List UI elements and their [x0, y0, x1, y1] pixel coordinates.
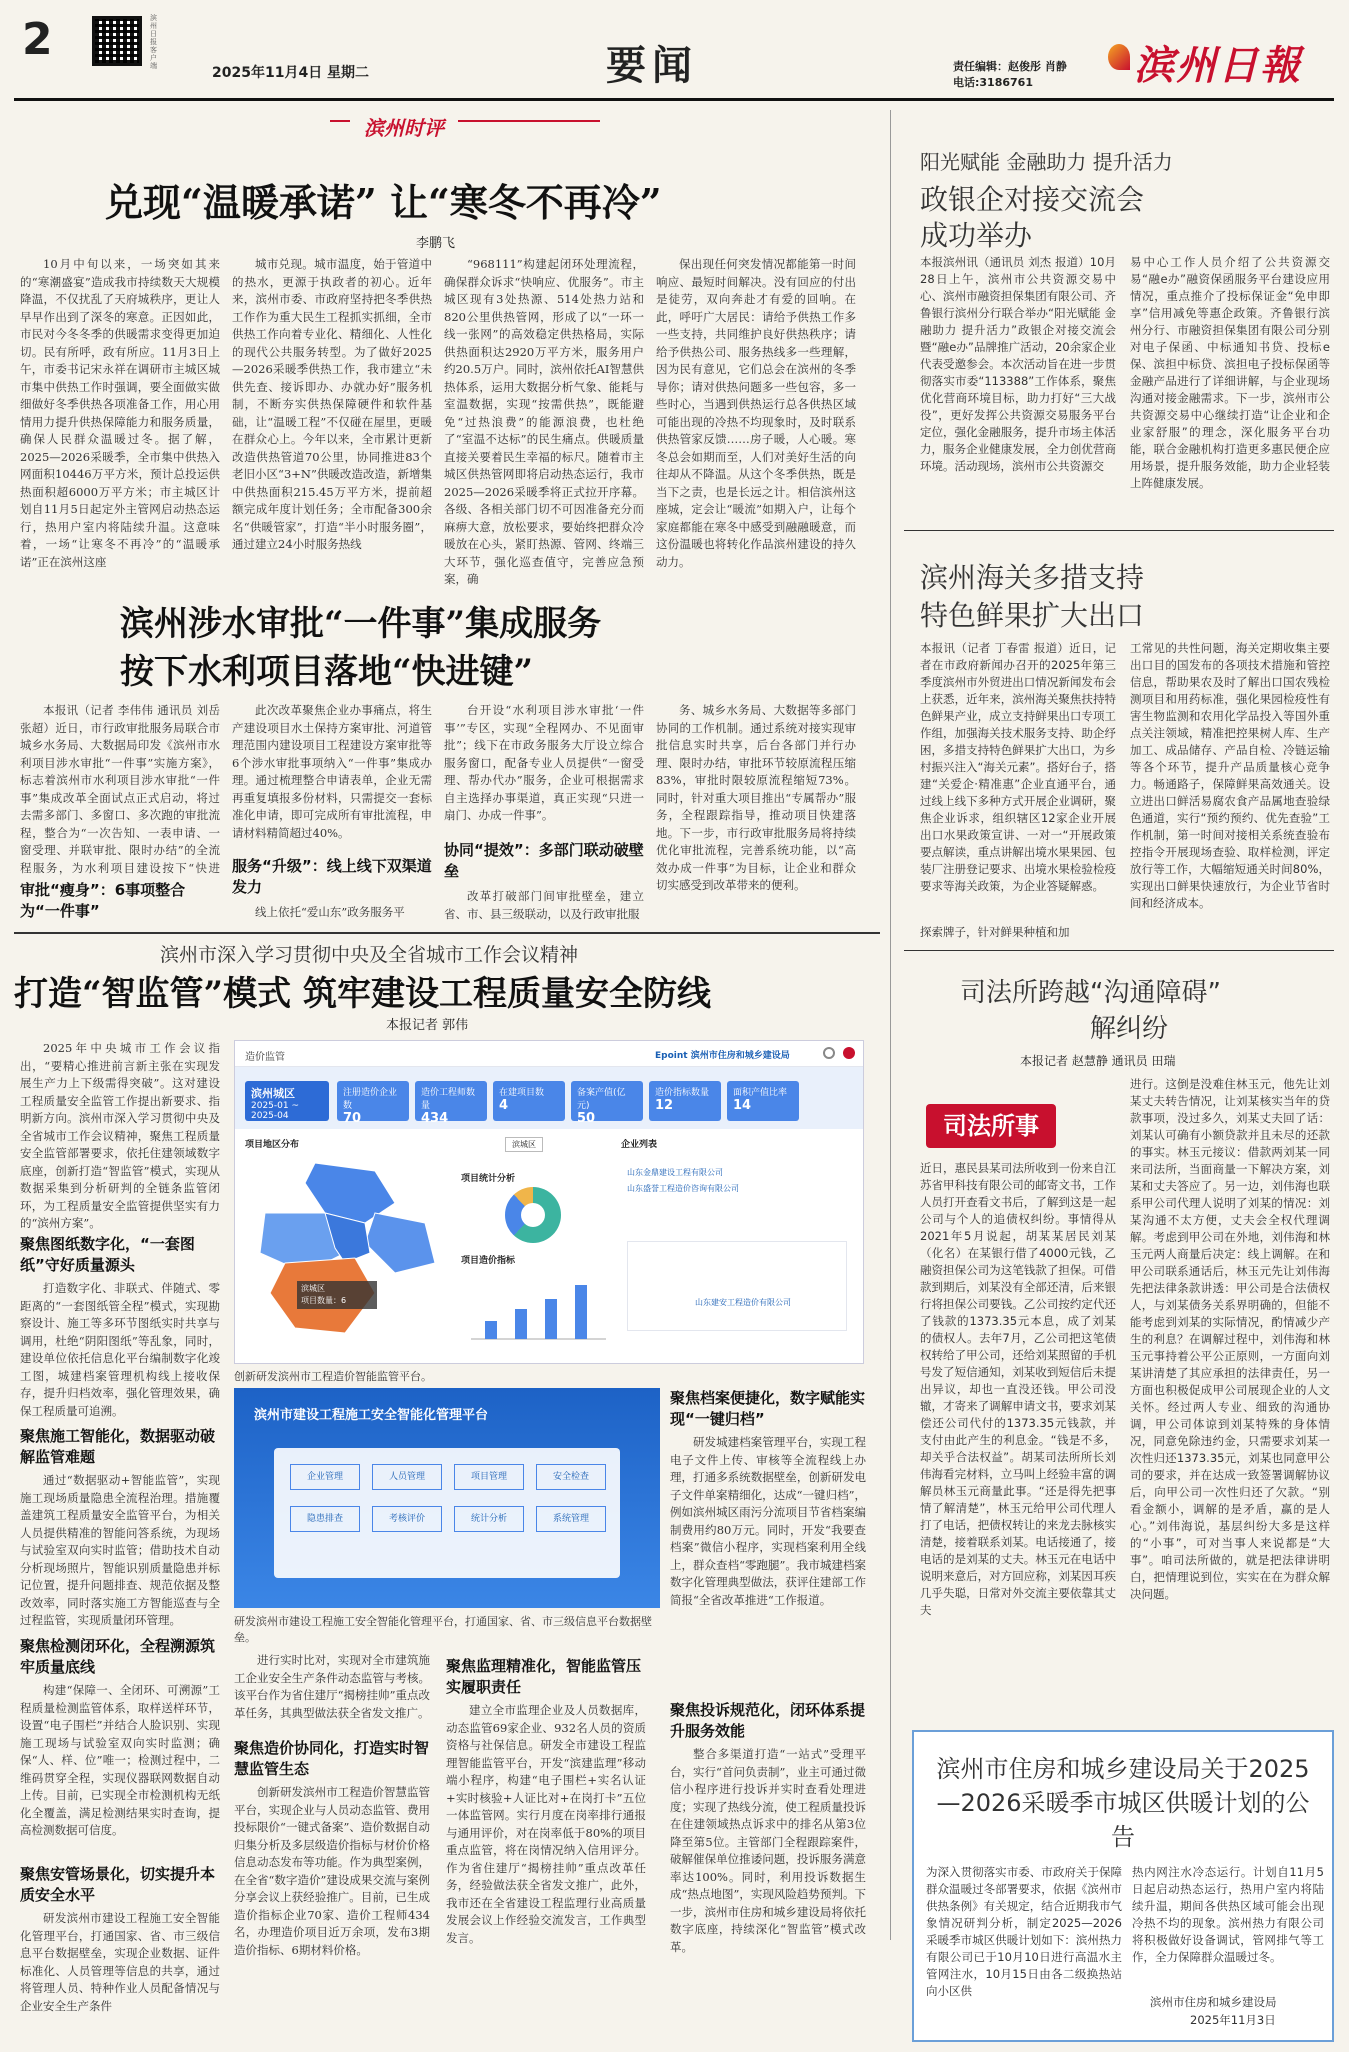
stat-label: 滨州城区: [251, 1087, 295, 1100]
settings-icon[interactable]: [823, 1047, 835, 1059]
judicial-col2: 进行。这倒是没难住林玉元，他先让刘某丈夫转告情况，让刘某核实当年的贷款事项，没过多久，刘某丈夫回了话：刘某认可确有小额贷款并且未尽的还款的事实。林玉元接议：借款两刘某一同来司法所，当面商量一下解决方案，刘某和丈夫答应了。另一边，刘伟海也联系甲公司代理人说明了刘某的情况：刘某沟通不太方便，丈夫会全权代理调解。考虑到甲公司在外地，刘伟海和林玉元两人商量后决定：线上调解。在和甲公司联系通话后，林玉元先让刘伟海先把法律条款讲透：甲公司是合法债权人，与刘某债务关系界明确的，但能不能考虑到刘某的实际情况，酌情减少产生的利息？在调解过程中，刘伟海和林玉元事持着公平公正原则，一方面向刘某讲清楚了其应承担的法律责任，另一方面也积极促成甲公司展现企业的人文关怀。经过两人专业、细致的沟通协调，甲公司体谅到刘某特殊的身体情况，同意免除违约金，只需要求刘某一次性归还1373.35元，刘某也同意甲公司的要求，并在达成一致签署调解协议后，向甲公司一次性归还了欠款。“别看金额小，调解的是矛盾，赢的是人心。”刘伟海说，基层纠纷大多是这样的“小事”，可对当事人来说都是“大事”。咱司法所做的，就是把法律讲明白，把情理说到位，实实在在为群众解决问题。: [1130, 1077, 1330, 1601]
water-title-1: 滨州涉水审批“一件事”集成服务: [120, 604, 602, 644]
stat-value: 4: [499, 1098, 509, 1113]
bar-panel-title: 项目造价指标: [461, 1256, 516, 1266]
menu-tile[interactable]: 人员管理: [372, 1464, 442, 1490]
bank-title-1: 政银企对接交流会: [920, 183, 1145, 216]
water-sub2: 服务“升级”：线上线下双渠道发力: [232, 857, 432, 896]
user-avatar-icon[interactable]: [843, 1047, 855, 1059]
section-title: 要闻: [606, 42, 698, 89]
commentary-col3: “968111”构建起闭环处理流程，确保群众诉求“快响应、优服务”。市主城区现有3处热源、514处热力站和820公里供热管网，形成了以“一环一线一张网”的高效稳定供热格局，实际供热面积达2920万平方米，服务用户约20.5万户。同时，滨州依托AI智慧供热体系，运用大数据分析气象、能耗与室温数据，实现“按需供热”，既能避免“过热浪费”的能源浪费，也杜绝了“室温不达标”的民生痛点。供暖质量直接关要着民生幸福的标尺。随着市主城区供热管网即将启动热态运行，我市2025—2026采暖季将正式拉开序幕。各级、各相关部门切不可因准备充分而麻痹大意，放松要求，要始终把群众冷暖放在心头，紧盯热源、管网、终端三大环节，强化巡查值守，完善应急预案，确: [444, 257, 644, 586]
notice-signer: 滨州市住房和城乡建设局: [1150, 1995, 1277, 2009]
district-map: [245, 1153, 445, 1349]
customs-title-2: 特色鲜果扩大出口: [920, 599, 1145, 632]
smart-intro: 2025年中央城市工作会议指出，“要精心推进前言新主张在实现发展生产力上下级需得突破”。这对建设工程质量安全监管工作提出新要求、指明新方向。滨州市深入学习贯彻中央及全省城市工作会议精神，聚焦工程质量安全监管部署要求，依托住建领域数字底座，创新打造“智监管”模式，实现从数据采集到分析研判的全链条监管闭环，为工程质量安全监管提供坚实有力的“滨州方案”。: [20, 1041, 220, 1230]
bank-rule: [904, 530, 1334, 531]
water-col3: 台开设“水利项目涉水审批‘一件事’”专区，实现“全程网办、不见面审批”；线下在市政务服务大厅设立综合服务窗口，配备专业人员提供“一窗受理、帮办代办”服务，企业可根据需求自主选择办事渠道，真正实现“只进一扇门、办成一件事”。: [444, 703, 644, 822]
stat-card-region[interactable]: [245, 1081, 329, 1121]
smart-s7-heading: 聚焦档案便捷化，数字赋能实现“一键归档”: [670, 1389, 866, 1428]
safety-platform-screenshot: [234, 1388, 660, 1608]
smart-s8-text: 整合多渠道打造“一站式”受理平台，实行“首问负责制”，业主可通过微信小程序进行投诉并实时查看处理进度；实现了热线分流，使工程质量投诉在住建领域热点诉求中的排名从第3位降至第5位。主管部门全程跟踪案件，破解催保单位推诿问题，投诉服务满意率达100%。同时，利用投诉数据生成“热点地图”，实现风险趋势预判。下一步，滨州市住房和城乡建设局将依托数字底座，持续深化“智监管”模式改革。: [670, 1747, 866, 1954]
stat-value: 70: [343, 1111, 362, 1126]
commentary-col4: 保出现任何突发情况都能第一时间响应、最短时间解决。没有回应的付出是徒劳，双向奔赴才有爱的回响。在此，呼吁广大居民：请给予供热工作多一些支持，共同维护良好供热秩序；请给予供热公司、服务热线多一些理解，因为民有意见，它们总会在滨州的冬季导你；请对供热问题多一些包容，多一些时心，当遇到供热运行总各供热区域可能出现的冷热不均现象时，及时联系供热管家反馈……房子暖，人心暖。寒冬总会如期而至，人们对美好生活的向往却从不降温。从这个冬季供热，既是当下之责，也是长远之计。相信滨州这座城，定会让“暖流”如期入户，让每个家庭都能在寒冬中感受到融融暖意，而这份温暖也将转化作品滨州建设的持久动力。: [656, 257, 856, 569]
stat-card-output: [571, 1081, 643, 1126]
stat-card-engineers: [415, 1081, 487, 1126]
bank-kicker: 阳光赋能 金融助力 提升活力: [920, 150, 1173, 174]
stat-label: 备案产值(亿元): [577, 1088, 626, 1111]
menu-tile[interactable]: 系统管理: [536, 1506, 606, 1532]
smart-kicker: 滨州市深入学习贯彻中央及全省城市工作会议精神: [160, 944, 579, 966]
pie-hole: [521, 1203, 545, 1227]
editor-credit: 责任编辑：赵俊彤 肖静: [953, 60, 1067, 73]
smart-s6-heading: 聚焦监理精准化，智能监管压实履职责任: [446, 1657, 642, 1696]
issue-date: 2025年11月4日 星期二: [212, 65, 370, 81]
menu-tile[interactable]: 项目管理: [454, 1464, 524, 1490]
customs-col1: 本报讯（记者 丁春雷 报道）近日，记者在市政府新闻办召开的2025年第三季度滨州市外贸进出口情况新闻发布会上获悉，近年来，滨州海关聚焦扶持特色鲜果产业，成立支持鲜果出口专项工作组，加强海关技术服务支持、助企纾困，多措支持特色鲜果扩大出口，为乡村振兴注入“海关元素”。搭好台子，搭建“关爱企·精准惠”企业直通平台，通过线上线下多种方式开展企业调研，聚焦企业诉求，组织辖区12家企业开展出口水果政策宣讲、一对一“开展政策要点解读，重点讲解出境水果果园、包装厂注册登记要求、出境水果检验检疫要求等海关政策，为企业答疑解惑。: [920, 641, 1116, 893]
bank-title-2: 成功举办: [920, 219, 1033, 252]
smart-s1-text: 打造数字化、非联式、伴随式、零距离的“一套图纸管全程”模式，实现勘察设计、施工等多环节图纸实时共享与调用，杜绝“阴阳图纸”等乱象，同时，建设单位依托信息化平台编制数字化竣工图，城建档案管理机构线上接收保存，提升归档效率，强化管理效果，确保工程质量可追溯。: [20, 1281, 220, 1418]
stat-value: 50: [577, 1111, 596, 1126]
bar: [515, 1309, 527, 1339]
menu-tile[interactable]: 考核评价: [372, 1506, 442, 1532]
smart-last-text: [670, 2038, 866, 2039]
caption-safety-platform: 研发滨州市建设工程施工安全智能化管理平台，打通国家、省、市三级信息平台数据壁垒。: [234, 1615, 652, 1644]
notice-col2: 热内网注水冷态运行。计划自11月5日起启动热态运行，热用户室内将陆续升温，期间各供热区域可能会出现冷热不均的现象。滨州热力有限公司将积极做好设备调试，管网排气等工作，全力保障群众温暖过冬。: [1132, 1865, 1324, 1964]
water-col3b: 改革打破部门间审批壁垒，建立省、市、县三级联动，以及行政审批服: [444, 889, 644, 921]
smart-s3-text: 构建“保障一、全闭环、可溯源”工程质量检测监管体系，取样送样环节，设置“电子围栏”并结合人脸识别、实现施工现场与试验室双向实时监测；确保“人、样、位”唯一；检测过程中，二维码贯穿全程，实现仪器联网数据自动上传。目前，已实现全市检测机构无纸化全覆盖，满足检测结果实时查询，提高检测数据可信度。: [20, 1683, 220, 1837]
smart-s7-text: 研发城建档案管理平台，实现工程电子文件上传、审核等全流程线上办理，打通多系统数据壁垒，创新研发电子文件单案精细化，达成“一键归档”，例如滨州城区雨污分流项目节省档案编制费用约80万元。同时，开发“我要查档案”微信小程序，实现档案利用全线上，群众查档“零跑腿”。我市城建档案数字化管理典型做法，获评住建部工作简报“全省改革推进“工作报道。: [670, 1435, 866, 1607]
stat-label: 在建项目数: [499, 1088, 545, 1098]
smart-s8-heading: 聚焦投诉规范化，闭环体系提升服务效能: [670, 1701, 866, 1740]
editor-phone: 电话:3186761: [953, 76, 1033, 89]
pie-panel-title: 项目统计分析: [461, 1174, 516, 1184]
map-panel-title: 项目地区分布: [245, 1140, 300, 1150]
header-rule: [14, 98, 1334, 101]
cost-platform-screenshot: [234, 1040, 864, 1364]
stat-value: 14: [733, 1098, 752, 1113]
stat-label: 面积产值比率: [733, 1088, 788, 1098]
stat-label: 造价工程师数量: [421, 1088, 476, 1111]
district-dropdown[interactable]: 滨城区: [505, 1137, 543, 1152]
notice-col1: 为深入贯彻落实市委、市政府关于保障群众温暖过冬部署要求，依据《滨州市供热条例》有关规定，结合近期我市气象情况研判分析，制定2025—2026采暖季市城区供暖计划如下：滨州热力有限公司已于10月10日进行高温水主管网注水，10月15日由各二级换热站向小区供: [926, 1865, 1122, 1998]
smart-s4-text: 研发滨州市建设工程施工安全智能化管理平台，打通国家、省、市三级信息平台数据壁垒，实现企业数据、证件标准化、人员管理等信息的共享，通过将管理人员、特种作业人员配备情况与企业安全生产条件: [20, 1911, 220, 2013]
judicial-title-2: 解纠纷: [1090, 1014, 1169, 1044]
page-number: 2: [22, 14, 53, 65]
judicial-title-1: 司法所跨越“沟通障碍”: [960, 978, 1221, 1008]
smart-s2-text: 通过“数据驱动+智能监管”，实现施工现场质量隐患全流程治理。措施覆盖建筑工程质量安全监管平台，为相关人员提供精准的智能问答系统，为现场与试验室双向实时监管；借助技术自动分析现场照片，智能识别质量隐患并标记位置，提升问题排查、规范依据及整改效率，同时落实施工方智能巡查与全过程监管，实现质量闭环管理。: [20, 1473, 220, 1627]
qr-caption: 滨州日报客户端: [150, 14, 157, 70]
stat-value: 2025-01 ~ 2025-04: [251, 1101, 300, 1121]
smart-s6-text: 建立全市监理企业及人员数据库，动态监管69家企业、932名人员的资质资格与社保信息。研发全市建设工程监理智能监管平台，开发“滨建监理”移动端小程序，构建“电子围栏+实名认证+实时核验+人证比对+在岗打卡”五位一体监管网。实行月度在岗率排行通报与通用评价，对在岗率低于80%的项目重点监管，将在岗情况纳入信用评分。作为省住建厅“揭榜挂帅”重点改革任务，经验做法获全省发文推广，此外，我市还在全省建设工程监理行业高质量发展会议上作经验交流发言，工作典型发言。: [446, 1703, 646, 1945]
customs-col2: 工常见的共性问题，海关定期收集主要出口目的国发布的各项技术措施和管控信息，帮助果农及时了解出口国农残检测项目和用药标准，强化果园检疫性有害生物监测和农用化学品投入等国外重点关注领域，精准把控果树人库、生产加工、成品储存、产品自检、冷链运输等各个环节，提升产品质量核心竞争力。畅通路子，保障鲜果高效通关。设立进出口鲜活易腐农食产品属地查验绿色通道，实行“预约预约、优先查验”工作机制，第一时间对接相关系统查验布控指令开展现场查验、取样检测，评定放行等工作，大幅缩短通关时间80%，实现出口鲜果快速放行，为企业节省时间和经济成本。: [1130, 641, 1330, 910]
smart-s4-heading: 聚焦安管场景化，切实提升本质安全水平: [20, 1865, 216, 1904]
water-title-2: 按下水利项目落地“快进键”: [120, 652, 534, 692]
customs-title-1: 滨州海关多措支持: [920, 561, 1145, 594]
judicial-byline: 本报记者 赵慧静 通讯员 田瑞: [1020, 1054, 1176, 1068]
menu-tile[interactable]: 隐患排查: [290, 1506, 360, 1532]
bar: [485, 1321, 497, 1339]
judicial-badge: 司法所事: [926, 1104, 1056, 1148]
water-col2b: 线上依托“爱山东”政务服务平: [255, 905, 405, 919]
notice-title: 滨州市住房和城乡建设局关于2025—2026采暖季市城区供暖计划的公告: [936, 1755, 1310, 1851]
commentary-title: 兑现“温暖承诺” 让“寒冬不再冷”: [105, 180, 662, 225]
company-item[interactable]: 山东金鼎建设工程有限公司: [627, 1168, 723, 1177]
paper-masthead: 滨州日報: [1134, 42, 1302, 89]
smart-s5-heading: 聚焦造价协同化，打造实时智慧监管生态: [234, 1739, 430, 1778]
safety-platform-title: 滨州市建设工程施工安全智能化管理平台: [254, 1408, 489, 1423]
map-region-east: [365, 1213, 435, 1273]
cost-app-name: 造价监管: [245, 1052, 285, 1063]
water-col2: 此次改革聚焦企业办事痛点，将生产建设项目水土保持方案审批、河道管理范围内建设项目工程建设方案审批等6个涉水审批事项纳入“一件事”集成办理。通过梳理整合申请表单，企业无需再重复填报多份材料，只需提交一套标准化申请，即可完成所有审批流程，申请材料精简超过40%。: [232, 703, 432, 840]
company-item[interactable]: 山东盛誉工程造价咨询有限公司: [627, 1184, 739, 1193]
menu-tile[interactable]: 安全检查: [536, 1464, 606, 1490]
bar: [575, 1285, 587, 1339]
company-item[interactable]: 山东建安工程造价有限公司: [695, 1298, 791, 1307]
customs-rule: [904, 950, 1334, 951]
stat-card-ratio: [727, 1081, 799, 1121]
bar-chart: [461, 1269, 611, 1349]
bank-col1: 本报滨州讯（通讯员 刘杰 报道）10月28日上午，滨州市公共资源交易中心、滨州市融资担保集团有限公司、齐鲁银行滨州分行联合举办“阳光赋能 金融助力 提升活力”政银企对接交流会暨“融e办”品牌推广活动，20余家企业代表受邀参会。本次活动旨在进一步贯彻落实市委“113388”工作体系，聚焦优化营商环境目标，助力打好“三大战役”，更好发挥公共资源交易服务平台定位，强化金融服务，提升市场主体活力，服务企业健康发展，全力创优营商环境。活动现场，滨州市公共资源交: [920, 255, 1116, 473]
paper-logo-icon: [1108, 44, 1130, 70]
water-sub1: 审批“瘦身”：6事项整合为“一件事”: [20, 881, 186, 920]
water-col1: 本报讯（记者 李伟伟 通讯员 刘岳 张超）近日，市行政审批服务局联合市城乡水务局、大数据局印发《滨州市水利项目涉水审批“一件事”实施方案》，标志着滨州市水利项目涉水审批“一件事”集成改革全面试点正式启动，将过去需多部门、多窗口、多次跑的审批流程，整合为“一次告知、一表申请、一窗受理、并联审批、限时办结”的全流程服务，为水利项目建设按下“快进: [20, 703, 220, 875]
stat-label: 注册造价企业数: [343, 1088, 398, 1111]
stat-value: 434: [421, 1111, 449, 1126]
notice-date: 2025年11月3日: [1190, 2013, 1276, 2027]
column-badge: 滨州时评: [350, 110, 458, 143]
cost-brand: Epoint 滨州市住房和城乡建设局: [655, 1051, 790, 1061]
water-sub3: 协同“提效”：多部门联动破壁垒: [444, 841, 644, 880]
caption-cost-platform: 创新研发滨州市工程造价智能监管平台。: [234, 1370, 432, 1383]
commentary-author: 李鹏飞: [416, 236, 456, 251]
company-panel-title: 企业列表: [621, 1140, 658, 1150]
stat-label: 造价指标数量: [655, 1088, 710, 1098]
bar: [545, 1299, 557, 1339]
commentary-col2: 城市兑现。城市温度，始于管道中的热水，更源于执政者的初心。近年来，滨州市委、市政府坚持把冬季供热工作作为重大民生工程抓实抓细，全市供热工作向着专业化、精细化、人性化的现代公共服务转型。为了做好2025—2026采暖季供热工作，我市建立“未供先查、接诉即办、办就办好”服务机制，不断夯实供热保障硬件和软件基础，让“温暖工程”不仅碰在屋里，更暖在群众心上。今年以来，全市累计更新改造供热管道70公里，协同推进83个老旧小区“3+N”供暖改造改造，新增集中供热面积215.45万平方米，提前超额完成年度计划任务；全市配备300余名“供暖管家”，打造“半小时服务圈”，通过建立24小时服务热线: [232, 257, 432, 551]
water-col4: 务、城乡水务局、大数据等多部门协同的工作机制。通过系统对接实现审批信息实时共享，后台各部门并行办理、限时办结，审批环节较原流程压缩83%，审批时限较原流程缩短73%。同时，针对重大项目推出“专属帮办”服务，全程跟踪指导，推动项目快建落地。下一步，市行政审批服务局将持续优化审批流程，完善系统功能，以“高效办成一件事”为目标，让企业和群众切实感受到改革带来的便利。: [656, 703, 856, 892]
stat-value: 12: [655, 1098, 674, 1113]
map-tooltip-value: 项目数量：6: [301, 1296, 347, 1305]
water-bottom-rule: [14, 932, 880, 934]
customs-col1-tail: 探索牌子，针对鲜果种植和加: [920, 925, 1070, 939]
bank-col2: 易中心工作人员介绍了公共资源交易“融e办”融资保函服务平台建设应用情况，重点推介了投标保证金“免申即享”信用减免等惠企政策。齐鲁银行滨州分行、市融资担保集团有限公司分别对电子保函、中标通知书贷、投标e保、滨担中标贷、滨担电子投标保函等金融产品进行了详细讲解，与企业现场沟通对接金融需求。下一步，滨州市公共资源交易中心继续打造“让企业和企业家舒服”的理念，深化服务平台功能，联合金融机构打造更多惠民便企应用场景，提升服务效能，助力企业轻装上阵健康发展。: [1130, 255, 1330, 490]
menu-tile[interactable]: 企业管理: [290, 1464, 360, 1490]
smart-byline: 本报记者 郭伟: [386, 1018, 469, 1033]
smart-col-b1: 进行实时比对，实现对全市建筑施工企业安全生产条件动态监管与考核。该平台作为省住建厅“揭榜挂帅”重点改革任务，其典型做法获全省发文推广。: [234, 1653, 430, 1720]
smart-title: 打造“智监管”模式 筑牢建设工程质量安全防线: [14, 974, 711, 1014]
smart-s5-text: 创新研发滨州市工程造价智慧监管平台，实现企业与人员动态监管、费用投标限价“一键式备案”、造价数据自动归集分析及多层级造价指标与材价价格信息动态发布等功能。作为典型案例，在全省“数字造价”建设成果交流与案例分享会议上获经验推广。目前，已生成造价指标企业70家、造价工程师434名，办理造价项目近万余项，发布3期造价指标、6期材料价格。: [234, 1785, 430, 1957]
company-detail-card: [627, 1241, 847, 1331]
stat-card-firms: [337, 1081, 409, 1126]
map-tooltip-label: 滨城区: [301, 1284, 325, 1293]
smart-s3-heading: 聚焦检测闭环化，全程溯源筑牢质量底线: [20, 1637, 216, 1676]
stat-card-indices: [649, 1081, 721, 1121]
judicial-col1: 近日，惠民县某司法所收到一份来自江苏省甲科技有限公司的邮寄文书，工作人员打开查看文书后，了解到这是一起公司与个人的追债权纠纷。事情得从2021年5月说起，胡某某居民刘某（化名）在某银行借了4000元钱，乙融资担保公司为这笔钱款了担保。可借款到期后，刘某没有全部还清，后来银行将担保公司要钱。乙公司按约定代还了钱款的1373.35元本息，成了刘某的债权人。去年7月，乙公司把这笔债权转给了甲公司，还给刘某照留的手机号发了短信通知，刘某收到短信后未提出异议，却也一直没还钱。甲公司没辙，才寄来了调解申请文书，要求刘某偿还公司代付的1373.35元钱款，并支付由此产生的利息金。“钱是不多，却关乎合法权益”。胡某司法所所长刘伟海看完材料，立马叫上经验丰富的调解员林玉元商量此事。“还是得先把事情了解清楚”，林玉元给甲公司代理人打了电话，把债权转让的来龙去脉核实清楚，接着联系刘某。电话接通了，接电话的是刘某的丈夫。林玉元在电话中说明来意后，对方回应称，刘某因耳疾几乎失聪，日常对外交流主要依靠其丈夫: [920, 1161, 1116, 1617]
commentary-col1: 10月中旬以来，一场突如其来的“寒潮盛宴”造成我市持续数天大规模降温，不仅扰乱了天府城秩序，更让人早早作出到了深冬的寒意。正因如此，市民对今冬冬季的供暖需求变得更加迫切。民有所呼，政有所应。11月3日上午，市委书记宋永祥在调研市主城区城市集中供热工作时强调，要全面做实做细做好冬季供热各项准备工作，用心用情用力提升供热保障能力和服务质量，确保人民群众温暖过冬。据了解，2025—2026采暖季，全市集中供热入网面积10446万平方米，预计总投运供热面积超6000万平方米；市主城区计划自11月5日起定外主管网启动热态运行，热用户室内将陆续升温。这意味着，一场“让寒冬不再冷”的“温暖承诺”正在滨州这座: [20, 257, 220, 569]
menu-tile[interactable]: 统计分析: [454, 1506, 524, 1532]
smart-s2-heading: 聚焦施工智能化，数据驱动破解监管难题: [20, 1427, 216, 1466]
stat-card-projects: [493, 1081, 565, 1121]
qr-code-icon: [92, 16, 142, 66]
column-divider: [890, 110, 891, 1940]
smart-s1-heading: 聚焦图纸数字化，“一套图纸”守好质量源头: [20, 1235, 195, 1274]
